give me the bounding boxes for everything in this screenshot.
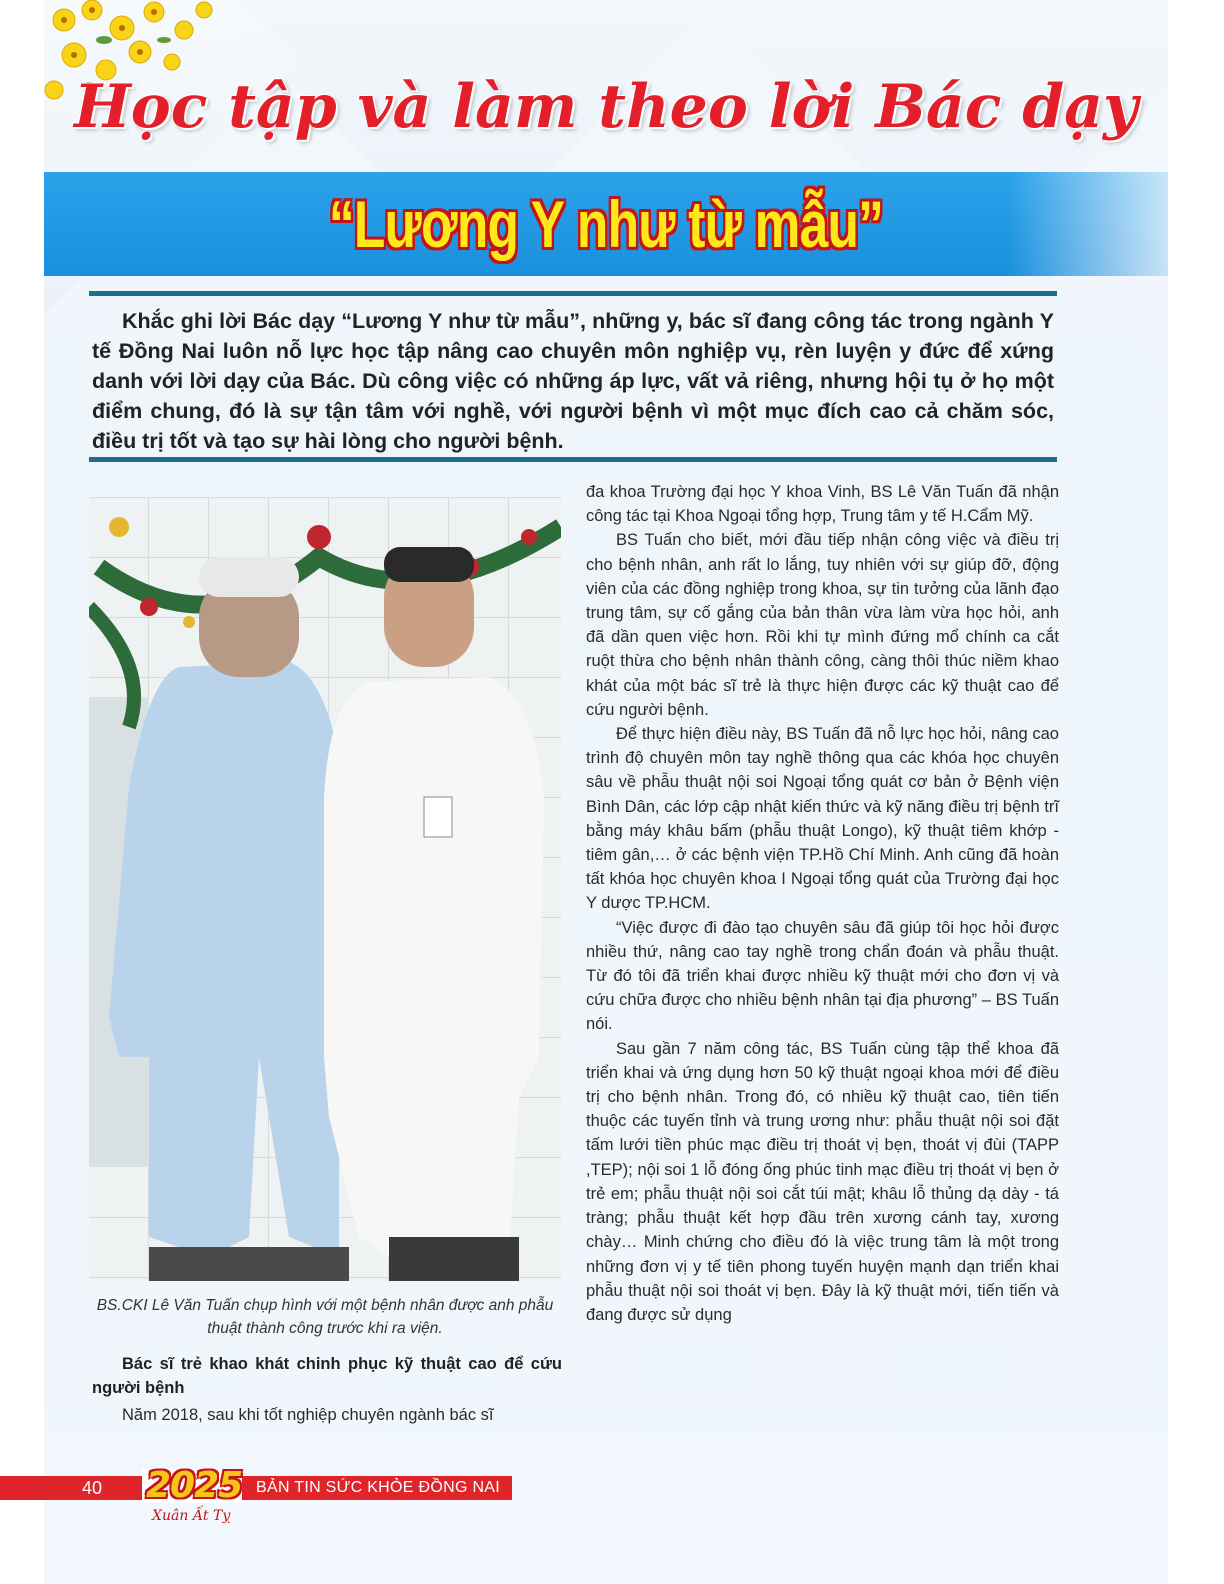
body-paragraph: Sau gần 7 năm công tác, BS Tuấn cùng tập thể khoa đã triển khai và ứng dụng hơn 50 kỹ thuật ngoại khoa mới để điều trị cho bệnh nhân. Trong đó, có nhiều kỹ thuật cao, tiên tiến thuộc các tuyến tỉnh và trung ương như: phẫu thuật nội soi đặt tấm lưới tiền phúc mạc điều trị thoát vị bẹn, thoát vị đùi (TAPP ,TEP); nội soi 1 lỗ đóng ống phúc tinh mạc điều trị thoát vị bẹn ở trẻ em; phẫu thuật nội soi cắt túi mật; khâu lỗ thủng dạ dày - tá tràng; phẫu thuật kết hợp đầu trên xương cánh tay, xương chày… Minh chứng cho điều đó là việc trung tâm là một trong những đơn vị y tế tiên phong tuyến huyện mạnh dạn triển khai phẫu thuật nội soi thoát vị bẹn. Đây là kỹ thuật mới, tiến tiến và đang được sử dụng (586, 1039, 1059, 1324)
edition-label: Xuân Ất Tỵ (152, 1508, 231, 1524)
page-title: Học tập và làm theo lời Bác dạy (74, 72, 1138, 142)
page-footer (0, 1465, 1124, 1535)
body-paragraph: “Việc được đi đào tạo chuyên sâu đã giúp tôi học hỏi được nhiều thứ, nâng cao tay nghề trong chẩn đoán và phẫu thuật. Từ đó tôi đã triển khai được nhiều kỹ thuật mới cho đơn vị và cứu chữa được cho nhiều bệnh nhân tại địa phương” – BS Tuấn nói. (586, 918, 1059, 1034)
publication-name: BẢN TIN SỨC KHỎE ĐỒNG NAI (256, 1479, 501, 1496)
article-title: “Lương Y như từ mẫu” (328, 187, 884, 261)
year-label: 2025 (146, 1465, 243, 1506)
body-paragraph: Để thực hiện điều này, BS Tuấn đã nỗ lực học hỏi, nâng cao trình độ chuyên môn tay nghề thông qua các khóa học chuyên sâu về phẫu thuật nội soi Ngoại tổng quát cơ bản ở Bệnh viện Bình Dân, các lớp cập nhật kiến thức và kỹ năng điều trị bệnh trĩ bằng máy khâu bấm (phẫu thuật Longo), kỹ thuật tiêm khớp - tiêm gân,… ở các bệnh viện TP.Hồ Chí Minh. Anh cũng đã hoàn tất khóa học chuyên khoa I Ngoại tổng quát của Trường đại học Y dược TP.HCM. (586, 725, 1059, 913)
divider (89, 291, 1057, 296)
body-paragraph: BS Tuấn cho biết, mới đầu tiếp nhận công việc và điều trị cho bệnh nhân, anh rất lo lắng, tuy nhiên với sự giúp đỡ, động viên của các đồng nghiệp trong khoa, sự tin tưởng của lãnh đạo trung tâm, sự cố gắng của bản thân vừa làm vừa học hỏi, anh đã dần quen việc hơn. Rồi khi tự mình đứng mổ chính ca cắt ruột thừa cho bệnh nhân thành công, càng thôi thúc niềm khao khát của một bác sĩ trẻ là thực hiện được các kỹ thuật cao để cứu người bệnh. (586, 531, 1059, 719)
divider (89, 457, 1057, 462)
body-text: Năm 2018, sau khi tốt nghiệp chuyên ngành bác sĩ (122, 1406, 494, 1424)
body-paragraph: đa khoa Trường đại học Y khoa Vinh, BS Lê Văn Tuấn đã nhận công tác tại Khoa Ngoại tổng hợp, Trung tâm y tế H.Cẩm Mỹ. (586, 483, 1059, 526)
photo-caption: BS.CKI Lê Văn Tuấn chụp hình với một bệnh nhân được anh phẫu thuật thành công trước khi ra viện. (96, 1297, 554, 1337)
title-banner (44, 172, 1168, 276)
lead-paragraph: Khắc ghi lời Bác dạy “Lương Y như từ mẫu”, những y, bác sĩ đang công tác trong ngành Y tế Đồng Nai luôn nỗ lực học tập nâng cao chuyên môn nghiệp vụ, rèn luyện y đức để xứng danh với lời dạy của Bác. Dù công việc có những áp lực, vất vả riêng, nhưng hội tụ ở họ một điểm chung, đó là sự tận tâm với nghề, với người bệnh vì một mục đích cao cả chăm sóc, điều trị tốt và tạo sự hài lòng cho người bệnh. (92, 309, 1054, 453)
right-column (586, 480, 1059, 1327)
page-number: 40 (82, 1478, 103, 1498)
article-photo (89, 497, 561, 1281)
section-subheading: Bác sĩ trẻ khao khát chinh phục kỹ thuật cao để cứu người bệnh (92, 1355, 562, 1397)
